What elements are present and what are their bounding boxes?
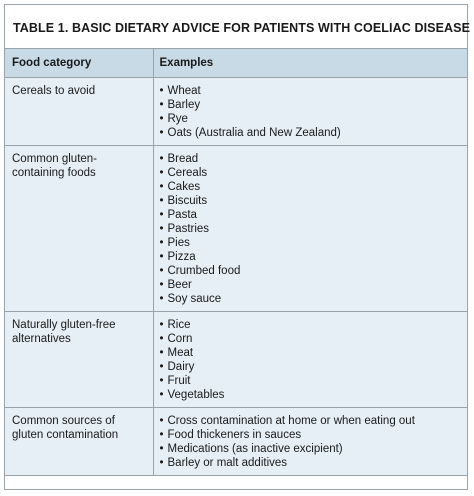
- category-cell: Cereals to avoid: [5, 77, 153, 145]
- list-item: • Pastries: [160, 222, 462, 236]
- list-item: • Dairy: [160, 360, 462, 374]
- list-item: • Cakes: [160, 180, 462, 194]
- list-item: • Pies: [160, 236, 462, 250]
- examples-cell: [153, 311, 467, 407]
- examples-cell: [153, 77, 467, 145]
- examples-cell: [153, 145, 467, 311]
- table-title: TABLE 1. BASIC DIETARY ADVICE FOR PATIENTS WITH COELIAC DISEASE: [13, 21, 471, 35]
- list-item: • Beer: [160, 278, 462, 292]
- header-food-category: Food category: [5, 49, 153, 77]
- list-item: • Rice: [160, 318, 462, 332]
- table-row: [5, 77, 467, 145]
- list-item: • Cereals: [160, 166, 462, 180]
- list-item: • Vegetables: [160, 388, 462, 402]
- list-item: • Oats (Australia and New Zealand): [160, 126, 462, 140]
- list-item: • Cross contamination at home or when eating out: [160, 414, 462, 428]
- list-item: • Medications (as inactive excipient): [160, 442, 462, 456]
- list-item: • Wheat: [160, 84, 462, 98]
- list-item: • Meat: [160, 346, 462, 360]
- examples-list: [160, 84, 462, 140]
- category-cell: Common gluten-containing foods: [5, 145, 153, 311]
- list-item: • Corn: [160, 332, 462, 346]
- list-item: • Barley or malt additives: [160, 456, 462, 470]
- list-item: • Rye: [160, 112, 462, 126]
- list-item: • Food thickeners in sauces: [160, 428, 462, 442]
- table-row: [5, 311, 467, 407]
- list-item: • Biscuits: [160, 194, 462, 208]
- list-item: • Pasta: [160, 208, 462, 222]
- dietary-advice-table: [5, 49, 467, 476]
- table-row: [5, 145, 467, 311]
- examples-list: [160, 318, 462, 402]
- examples-cell: [153, 407, 467, 475]
- list-item: • Soy sauce: [160, 292, 462, 306]
- list-item: • Bread: [160, 152, 462, 166]
- table-header-row: [5, 49, 467, 77]
- table-frame: [4, 4, 471, 490]
- list-item: • Crumbed food: [160, 264, 462, 278]
- header-examples: Examples: [153, 49, 467, 77]
- list-item: • Fruit: [160, 374, 462, 388]
- examples-list: [160, 414, 462, 470]
- examples-list: [160, 152, 462, 306]
- table-title-bar: [5, 5, 471, 49]
- list-item: • Barley: [160, 98, 462, 112]
- category-cell: Naturally gluten-free alternatives: [5, 311, 153, 407]
- list-item: • Pizza: [160, 250, 462, 264]
- table-row: [5, 407, 467, 475]
- category-cell: Common sources of gluten contamination: [5, 407, 153, 475]
